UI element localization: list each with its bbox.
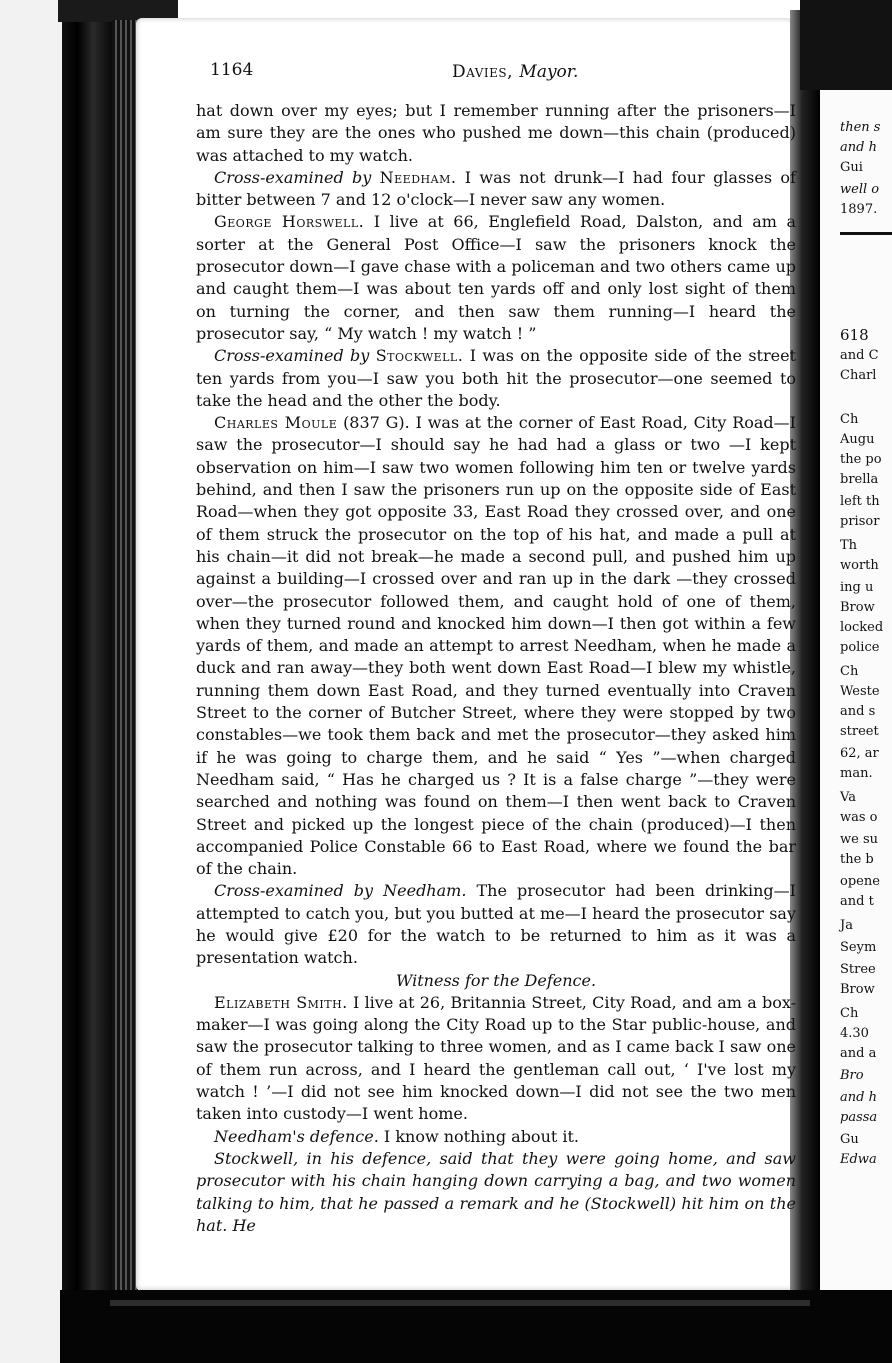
running-head-title: Mayor.	[519, 62, 579, 82]
page-header	[196, 60, 796, 90]
margin-fragment: brella	[840, 472, 879, 487]
paragraph-witness-moule: Charles Moule (837 G). I was at the corner of East Road, City Road—I saw the prosecutor—I should say he had had a glass or two —I kept observation on him—I saw two women following him ten or twelve yards behind, and then I saw the prisoners run up on the opposite side of East Road—when they got opposite 33, East Road they crossed over, and one of them struck the prosecutor on the top of his hat, and made a pull at his chain—it did not break—he made a second pull, and pushed him up against a building—I crossed over and ran up in the dark —they crossed over—the prosecutor followed them, and caught hold of one of them, when they turned round and knocked him down—I then got within a few yards of them, and made an attempt to arrest Needham, when he made a duck and ran away—they both went down East Road—I blew my whistle, running them down East Road, and they turned eventually into Craven Street to the corner of Butcher Street, where they were stopped by two constables—we took them back and met the prosecutor—they asked him if he was going to charge them, and he said “ Yes ”—when charged Needham said, “ Has he charged us ? It is a false charge ”—they were searched and nothing was found on them—I then went back to Craven Street and picked up the longest piece of the chain (produced)—I then accompanied Police Constable 66 to East Road, where we found the bar of the chain.	[196, 413, 796, 879]
margin-fragment: locked	[840, 620, 884, 635]
margin-fragment: Seym	[840, 940, 877, 955]
margin-fragment: Brow	[840, 600, 875, 615]
margin-fragment: Ch	[840, 412, 859, 427]
margin-fragment: Th	[840, 538, 858, 553]
margin-fragment: Ch	[840, 1006, 859, 1021]
margin-fragment: the po	[840, 452, 882, 467]
page-number: 1164	[210, 60, 254, 80]
margin-fragment: Edwa	[840, 1152, 877, 1167]
margin-fragment: opene	[840, 874, 880, 889]
paragraph-cross-examination: Cross-examined by Needham. I was not drunk—I had four glasses of bitter between 7 and 12 o'clock—I never saw any women.	[196, 167, 796, 210]
bottom-page-edge	[110, 1300, 810, 1306]
margin-fragment: was o	[840, 810, 878, 825]
book-spine	[62, 0, 114, 1363]
margin-fragment: police	[840, 640, 880, 655]
margin-fragment: and C	[840, 348, 879, 363]
margin-fragment: 618	[840, 326, 869, 344]
margin-fragment: well o	[840, 182, 880, 197]
margin-fragment: and t	[840, 894, 874, 909]
margin-fragment: the b	[840, 852, 874, 867]
section-heading-defence: Witness for the Defence.	[395, 970, 597, 990]
running-head	[452, 62, 578, 82]
margin-fragment: worth	[840, 558, 879, 573]
left-background	[0, 0, 70, 1363]
margin-fragment: left th	[840, 494, 880, 509]
paragraph-needham-defence: Needham's defence. I know nothing about it.	[214, 1126, 580, 1146]
margin-fragment: and s	[840, 704, 876, 719]
margin-fragment: Charl	[840, 368, 877, 383]
margin-fragment: Augu	[840, 432, 875, 447]
margin-fragment: Bro	[840, 1068, 864, 1083]
page-content	[196, 60, 796, 1235]
paragraph-witness-horswell: George Horswell. I live at 66, Englefield Road, Dalston, and am a sorter at the General Post Office—I saw the prisoners knock the prosecutor down—I gave chase with a policeman and two others came up and caught them—I was about ten yards off and only lost sight of them on turning the corner, and then saw them running—I heard the prosecutor say, “ My watch ! my watch ! ”	[196, 212, 796, 343]
margin-fragment: Brow	[840, 982, 875, 997]
margin-fragment: and h	[840, 140, 877, 155]
paragraph-witness-smith: Elizabeth Smith. I live at 26, Britannia Street, City Road, and am a box-maker—I was going along the City Road up to the Star public-house, and saw the prosecutor talking to three women, and as I came back I saw one of them run across, and I heard the gentleman call out, ‘ I've lost my watch ! ’—I did not see him knocked down—I did not see the two men taken into custody—I went home.	[196, 992, 796, 1124]
margin-fragment: 62, ar	[840, 746, 879, 761]
margin-fragment: Va	[840, 790, 856, 805]
margin-fragment: passa	[840, 1110, 878, 1125]
margin-fragment: Stree	[840, 962, 876, 977]
margin-fragment: 4.30	[840, 1026, 869, 1041]
margin-fragment: we su	[840, 832, 878, 847]
facing-page-top-shadow	[800, 0, 892, 90]
running-head-name: Davies,	[452, 62, 513, 82]
margin-fragment: man.	[840, 766, 873, 781]
margin-fragment: Ja	[840, 918, 853, 933]
margin-fragment: 1897.	[840, 202, 878, 217]
margin-fragment: ing u	[840, 580, 874, 595]
paragraph-cross-examination: Cross-examined by Stockwell. I was on the opposite side of the street ten yards from you—I saw you both hit the prosecutor—one seemed to take the head and the other the body.	[196, 346, 796, 410]
paragraph-continuation: hat down over my eyes; but I remember running after the prisoners—I am sure they are the ones who pushed me down—this chain (produced) was attached to my watch.	[196, 101, 796, 165]
margin-fragment: and h	[840, 1090, 877, 1105]
paragraph-cross-examination: Cross-examined by Needham. The prosecutor had been drinking—I attempted to catch you, but you butted at me—I heard the prosecutor say he would give £20 for the watch to be returned to him as it was a presentation watch.	[196, 881, 796, 968]
margin-fragment: Gui	[840, 160, 863, 175]
page-edges	[112, 20, 138, 1330]
margin-fragment: Ch	[840, 664, 859, 679]
margin-fragment: and a	[840, 1046, 877, 1061]
margin-rule	[840, 232, 892, 235]
margin-fragment: prisor	[840, 514, 880, 529]
page-body	[196, 100, 796, 1237]
margin-fragment: street	[840, 724, 879, 739]
margin-fragment: then s	[840, 120, 881, 135]
paragraph-stockwell-defence: Stockwell, in his defence, said that they were going home, and saw prosecutor with his chain hanging down carrying a bag, and two women talking to him, that he passed a remark and he (Stockwell) hit him on the hat. He	[196, 1148, 796, 1235]
margin-fragment: Gu	[840, 1132, 859, 1147]
margin-fragment: Weste	[840, 684, 880, 699]
